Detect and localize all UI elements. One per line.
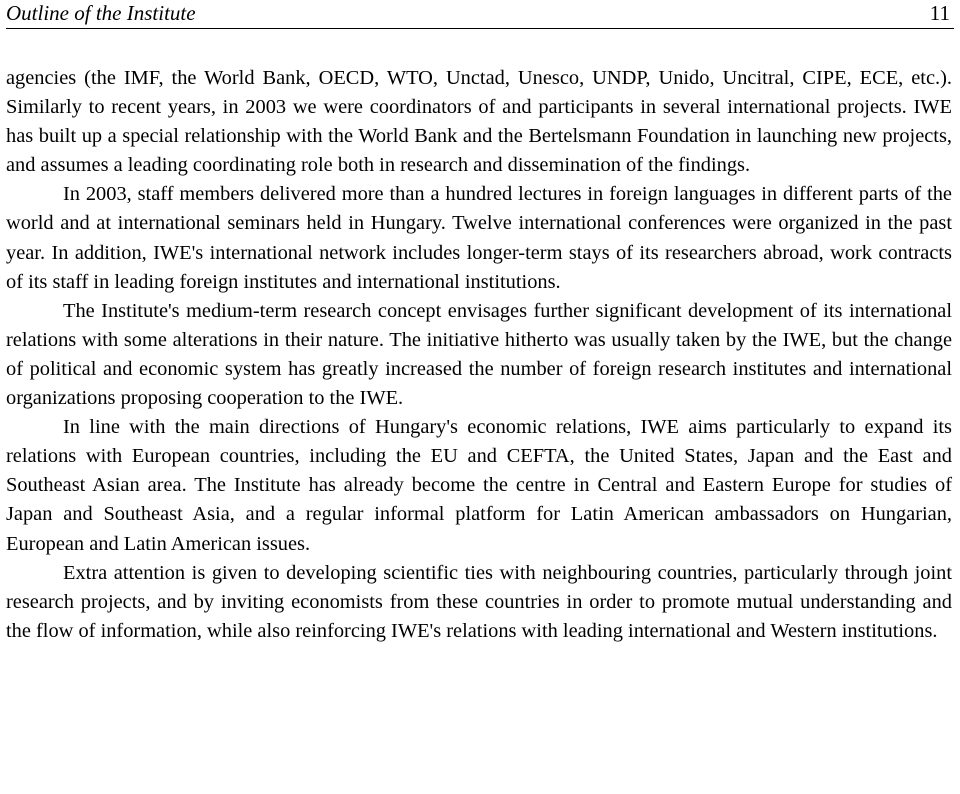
body-text — [6, 64, 952, 646]
page-number: 11 — [929, 1, 950, 25]
paragraph-continued: agencies (the IMF, the World Bank, OECD, WTO, Unctad, Unesco, UNDP, Unido, Uncitral, CIPE, ECE, etc.). Similarly to recent years, in 2003 we were coordinators of and participants in several international projects. IWE has built up a special relationship with the World Bank and the Bertelsmann Foundation in launching new projects, and assumes a leading coordinating role both in research and dissemination of the findings. — [6, 67, 952, 177]
header-title: Outline of the Institute — [6, 1, 196, 25]
running-header — [6, 0, 954, 29]
paragraph-research-concept: The Institute's medium-term research concept envisages further significant development of its international relations with some alterations in their nature. The initiative hitherto was usually taken by the IWE, but the change of political and economic system has greatly increased the number of foreign research institutes and international organizations proposing cooperation to the IWE. — [6, 299, 952, 410]
paragraph-lectures: In 2003, staff members delivered more than a hundred lectures in foreign languages in different parts of the world and at international seminars held in Hungary. Twelve international conferences were organized in the past year. In addition, IWE's international network includes longer-term stays of its researchers abroad, work contracts of its staff in leading foreign institutes and international institutions. — [6, 183, 952, 293]
paragraph-neighbouring-ties: Extra attention is given to developing scientific ties with neighbouring countries, particularly through joint research projects, and by inviting economists from these countries in order to promote mutual understanding and the flow of information, while also reinforcing IWE's relations with leading international and Western institutions. — [6, 561, 952, 642]
paragraph-directions: In line with the main directions of Hungary's economic relations, IWE aims particularly to expand its relations with European countries, including the EU and CEFTA, the United States, Japan and the East and Southeast Asian area. The Institute has already become the centre in Central and Eastern Europe for studies of Japan and Southeast Asia, and a regular informal platform for Latin American ambassadors on Hungarian, European and Latin American issues. — [6, 416, 952, 555]
